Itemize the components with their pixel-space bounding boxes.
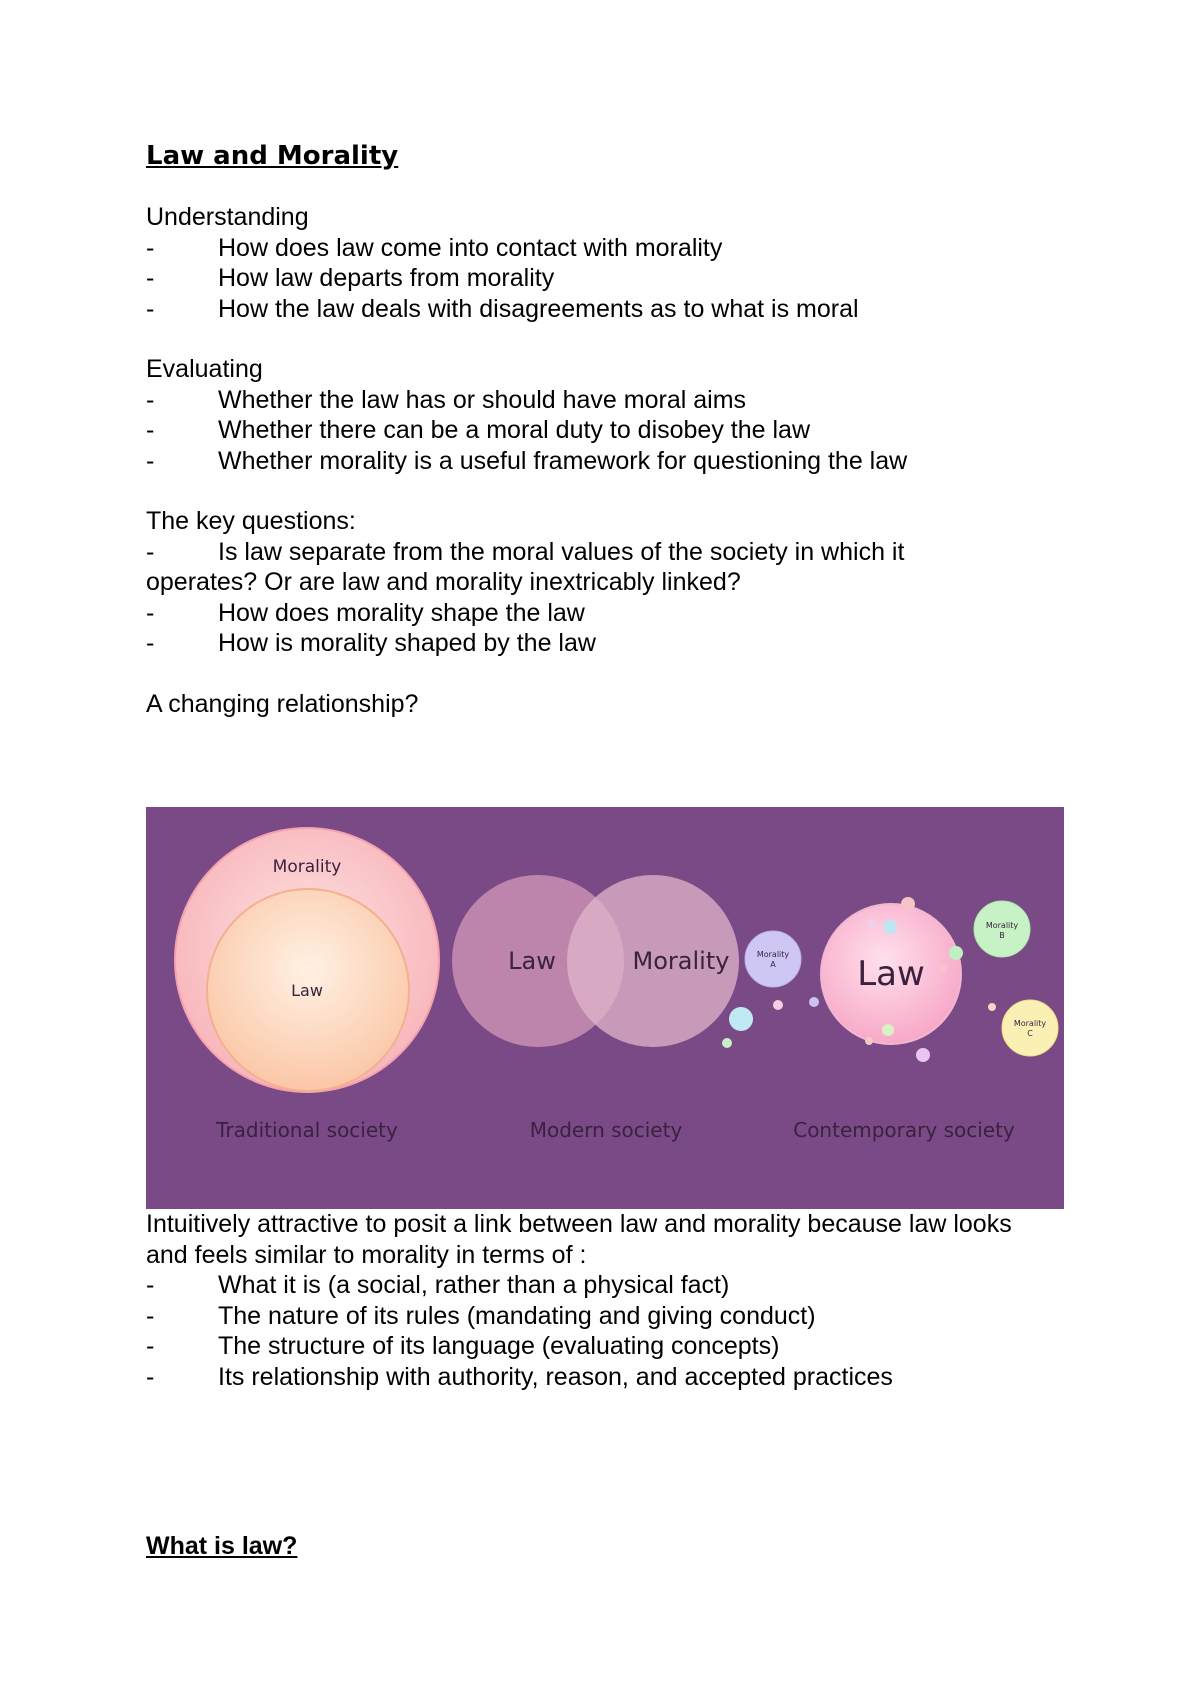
page-title: Law and Morality <box>146 141 399 171</box>
evaluating-heading: Evaluating <box>146 355 263 383</box>
list-item: - The nature of its rules (mandating and giving conduct) <box>146 1301 816 1330</box>
law-label: Law <box>508 947 556 975</box>
key-questions-section <box>146 506 1066 659</box>
list-item: - How is morality shaped by the law <box>146 629 596 657</box>
modern-society-diagram <box>452 875 739 1142</box>
law-label: Law <box>291 981 323 1000</box>
morality-c-circle <box>1002 1000 1058 1056</box>
understanding-section <box>146 202 1066 324</box>
bubble <box>949 946 963 960</box>
bubble <box>773 1000 783 1010</box>
list-item: - Is law separate from the moral values of the society in which it <box>146 537 905 566</box>
bubble <box>939 965 947 973</box>
svg-text:Morality: Morality <box>1013 1019 1047 1028</box>
bubble <box>729 1007 753 1031</box>
bubble <box>916 1048 930 1062</box>
bubble <box>865 1037 873 1045</box>
morality-label: Morality <box>272 857 342 877</box>
contemporary-caption: Contemporary society <box>793 1118 1015 1142</box>
evaluating-section <box>146 354 1066 476</box>
bubble <box>722 1038 732 1048</box>
traditional-society-diagram <box>175 828 439 1142</box>
list-item: - How does morality shape the law <box>146 598 585 627</box>
traditional-caption: Traditional society <box>216 1118 398 1142</box>
list-item-continuation: operates? Or are law and morality inextricably linked? <box>146 568 741 596</box>
bubble <box>883 920 897 934</box>
bubble <box>882 1024 894 1036</box>
svg-text:B: B <box>999 931 1005 940</box>
what-is-law-heading: What is law? <box>146 1532 298 1560</box>
modern-caption: Modern society <box>529 1118 683 1142</box>
list-item: - Its relationship with authority, reason, and accepted practices <box>146 1362 893 1391</box>
list-item: - Whether the law has or should have moral aims <box>146 385 747 414</box>
paragraph-line: and feels similar to morality in terms of : <box>146 1240 587 1269</box>
changing-relationship-heading: A changing relationship? <box>146 689 419 718</box>
bubble <box>809 997 819 1007</box>
morality-a-circle <box>745 931 801 987</box>
law-label: Law <box>857 954 925 994</box>
svg-text:Morality: Morality <box>985 921 1019 930</box>
morality-label: Morality <box>632 947 730 975</box>
contemporary-society-diagram <box>722 897 1058 1142</box>
svg-text:Morality: Morality <box>756 950 790 959</box>
bubble <box>901 897 915 911</box>
list-item: - Whether there can be a moral duty to disobey the law <box>146 416 810 444</box>
paragraph-line: Intuitively attractive to posit a link between law and morality because law looks <box>146 1210 1012 1238</box>
document-page <box>146 138 1066 1586</box>
list-item: - How law departs from morality <box>146 264 555 292</box>
understanding-heading: Understanding <box>146 203 309 231</box>
list-item: - How the law deals with disagreements as to what is moral <box>146 294 859 323</box>
intuitive-section <box>146 1209 1066 1392</box>
svg-text:C: C <box>1027 1029 1033 1038</box>
svg-text:A: A <box>770 960 776 969</box>
law-morality-diagram <box>146 807 1064 1209</box>
key-questions-heading: The key questions: <box>146 507 356 535</box>
bubble <box>867 919 877 929</box>
list-item: - The structure of its language (evaluating concepts) <box>146 1332 780 1360</box>
bubble <box>988 1003 996 1011</box>
list-item: - What it is (a social, rather than a physical fact) <box>146 1271 730 1299</box>
list-item: - Whether morality is a useful framework for questioning the law <box>146 446 908 475</box>
list-item: - How does law come into contact with morality <box>146 233 723 262</box>
